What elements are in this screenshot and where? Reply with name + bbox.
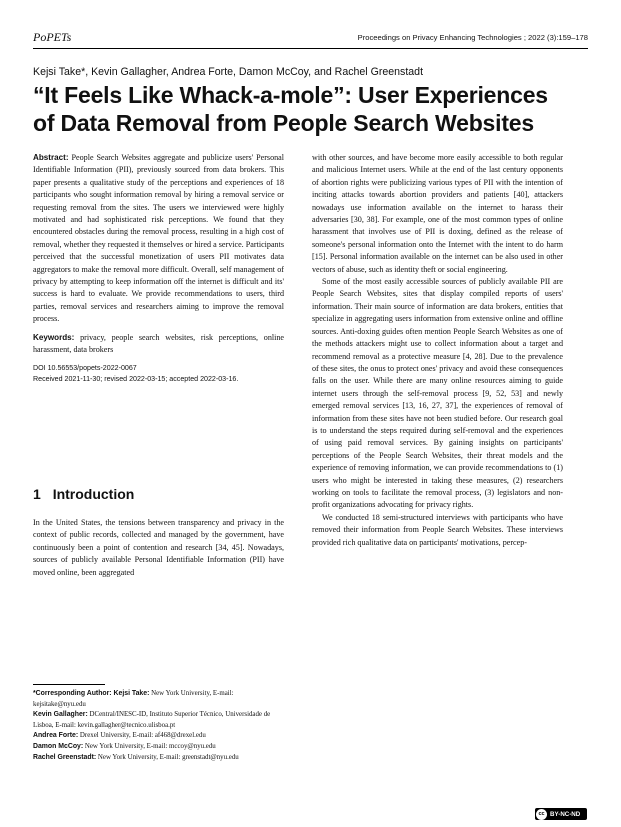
footnotes — [33, 689, 284, 763]
footnote-text: Drexel University, E-mail: af468@drexel.edu — [79, 732, 206, 740]
footnote — [33, 689, 284, 710]
abstract — [33, 152, 284, 326]
body-paragraph: We conducted 18 semi-structured interviews with participants who have removed their information from People Search Websites. These interviews provided rich qualitative data on participants' motivations, percep- — [312, 512, 563, 547]
author-list: Kejsi Take*, Kevin Gallagher, Andrea Forte, Damon McCoy, and Rachel Greenstadt — [33, 66, 424, 78]
running-header — [33, 30, 588, 46]
footnote — [33, 731, 284, 742]
body-paragraph: Some of the most easily accessible sources of publicly available PII are People Search Websites, sites that display compiled reports of users' information. Their main source of information are data brokers, entities that specialize in aggregating users information from extensive online and offline sources. Anti-doxing guides often mention People Search Websites as one of the methods attackers might use to collect information about a target and recommend removal as a protective measure [4, 28]. Due to the prevalence of these sites, the onus to protect ones' privacy and avoid these consequences falls on the user. While there are many online resources aiming to guide internet users through the self-removal process [9, 52, 53] and newly emerged removal services [13, 16, 27, 37], the experiences of removal of information from these sites have not been studied before. Our research goal is to understand the steps required during self-removal and the experiences of using paid removal services. By gaining insights on participants' perceptions of the People Search Websites, their threat models and the experience of removing information, we can provide recommendations to (1) users who might be interested in taking these measures, (2) researchers working on tools to facilitate the removal process, (3) legislators and non-profit organizations advocating for privacy rights. — [312, 277, 563, 510]
footnote — [33, 753, 284, 764]
paper-title — [33, 81, 593, 137]
footnote-label: Damon McCoy: — [33, 742, 84, 750]
cc-icon: cc — [536, 809, 547, 820]
paper-title-line-1: “It Feels Like Whack-a-mole”: User Experiences — [33, 82, 548, 108]
footnote-label: *Corresponding Author: Kejsi Take: — [33, 690, 150, 697]
footnote-text: New York University, E-mail: kejsitake@nyu.edu — [33, 690, 234, 708]
footnote-text: New York University, E-mail: greenstadt@nyu.edu — [97, 753, 239, 761]
intro-paragraph: In the United States, the tensions between transparency and privacy in the context of public records, collected and managed by the government, have continuously been a point of contention and research [34, 45]. Nowadays, sources of publicly available Personal Identifiable Information (PII) have moved online, been aggregated — [33, 518, 284, 577]
received-dates: Received 2021-11-30; revised 2022-03-15; accepted 2022-03-16. — [33, 374, 239, 383]
license-text: BY-NC-ND — [550, 810, 581, 818]
section-heading — [33, 486, 134, 502]
footnote — [33, 710, 284, 731]
abstract-label: Abstract: — [33, 153, 69, 162]
footnote-label: Andrea Forte: — [33, 732, 79, 740]
left-column — [33, 152, 284, 385]
section-title: Introduction — [52, 486, 135, 502]
footnote-label: Kevin Gallagher: — [33, 711, 88, 719]
keywords — [33, 332, 284, 357]
footnote — [33, 742, 284, 753]
keywords-label: Keywords: — [33, 332, 75, 342]
license-badge[interactable] — [535, 808, 587, 820]
keywords-text: privacy, people search websites, risk perceptions, online harassment, data brokers — [33, 332, 284, 355]
footnote-text: DCentral/INESC-ID, Instituto Superior Técnico, Universidade de Lisboa, E-mail: kevin.gallagher@tecnico.ulisboa.pt — [33, 711, 271, 729]
section-number: 1 — [33, 486, 41, 502]
doi: DOI 10.56553/popets-2022-0067 — [33, 363, 137, 372]
abstract-text: People Search Websites aggregate and publicize users' Personal Identifiable Information (PII), previously sourced from data brokers. This paper presents a qualitative study of the perceptions and experiences of 18 participants who sought information removal by hiring a removal service or requesting removal from the sites. The users we interviewed were highly motivated and had sophisticated risk perceptions. We found that they encountered obstacles during the removal process, resulting in a high cost of removal, whether they requested it themselves or hired a service. Participants perceived that the successful monetization of users PII motivates data aggregators to make the removal more difficult. Overall, self management of privacy by attempting to keep information off the internet is difficult and its' success is hard to evaluate. We provide recommendations to users, third parties, removal services and researchers aiming to improve the removal process. — [33, 153, 285, 324]
journal-name: PoPETs — [33, 30, 72, 44]
paper-title-line-2: of Data Removal from People Search Websites — [33, 110, 534, 136]
body-paragraph: with other sources, and have become more easily accessible to both regular and malicious Internet users. While at the end of the last century opponents of abortion rights were publicizing various types of PII with the intention of inciting attacks towards abortion providers and patients [40], attackers nowadays use information available on the internet to harass their adversaries [30, 38]. For example, one of the most common types of online harassment that involves use of PII is doxing, defined as the release of someone's personal information onto the Internet with the intent to do harm [15]. Personal information available on the internet can be also used in other vectors of abuse, such as identity theft or social engineering. — [312, 153, 563, 274]
proceedings-info: Proceedings on Privacy Enhancing Technologies ; 2022 (3):159–178 — [357, 33, 588, 42]
footnote-label: Rachel Greenstadt: — [33, 753, 97, 761]
footnote-text: New York University, E-mail: mccoy@nyu.edu — [84, 742, 216, 750]
footnote-rule — [33, 684, 105, 685]
header-rule — [33, 48, 588, 49]
right-column — [312, 152, 563, 549]
